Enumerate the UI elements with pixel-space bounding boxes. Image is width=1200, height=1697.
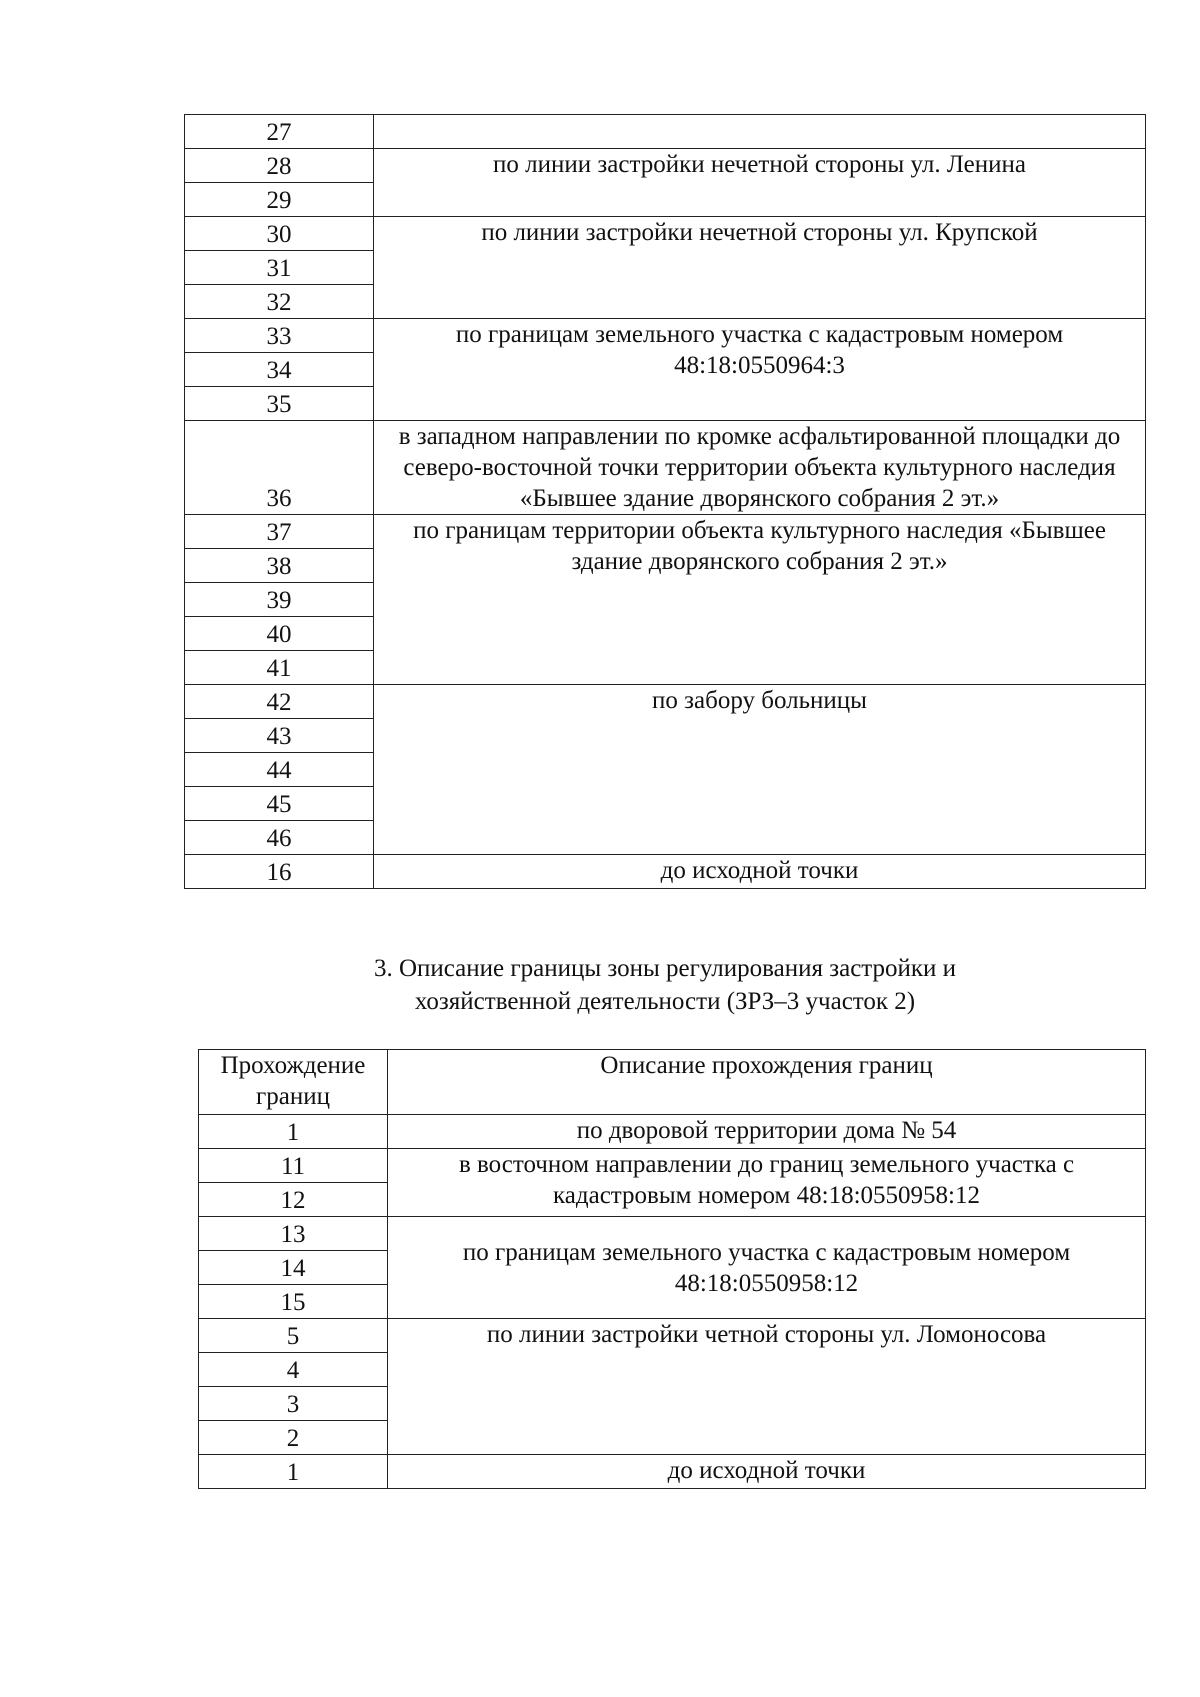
point-number: 3 [199, 1387, 388, 1421]
column-header-passage: Прохождение границ [199, 1050, 388, 1115]
point-number: 31 [185, 251, 374, 285]
table-row [185, 855, 1146, 889]
point-number: 4 [199, 1353, 388, 1387]
point-number: 33 [185, 319, 374, 353]
point-number: 29 [185, 183, 374, 217]
section-title-line-1: 3. Описание границы зоны регулирования застройки и [373, 955, 957, 982]
point-number: 15 [199, 1285, 388, 1319]
point-number: 46 [185, 821, 374, 855]
point-number: 2 [199, 1421, 388, 1455]
point-number: 27 [185, 115, 374, 149]
point-number: 30 [185, 217, 374, 251]
table-row [199, 1115, 1146, 1149]
boundary-description: по линии застройки нечетной стороны ул. Крупской [374, 217, 1146, 319]
boundary-table-1 [184, 114, 1146, 889]
boundary-description: до исходной точки [374, 855, 1146, 889]
point-number: 1 [199, 1455, 388, 1489]
point-number: 13 [199, 1217, 388, 1251]
boundary-description: в восточном направлении до границ земельного участка с кадастровым номером 48:18:0550958:12 [388, 1149, 1146, 1217]
column-header-description: Описание прохождения границ [388, 1050, 1146, 1115]
boundary-description: по забору больницы [374, 685, 1146, 855]
boundary-description: в западном направлении по кромке асфальтированной площадки до северо-восточной точки территории объекта культурного наследия «Бывшее здание дворянского собрания 2 эт.» [374, 421, 1146, 515]
point-number: 11 [199, 1149, 388, 1183]
boundary-description [374, 115, 1146, 149]
point-number: 5 [199, 1319, 388, 1353]
table-row [199, 1217, 1146, 1251]
table-row [199, 1319, 1146, 1353]
table-row [185, 115, 1146, 149]
point-number: 34 [185, 353, 374, 387]
point-number: 37 [185, 515, 374, 549]
point-number: 1 [199, 1115, 388, 1149]
table-row [185, 217, 1146, 251]
boundary-description: до исходной точки [388, 1455, 1146, 1489]
point-number: 45 [185, 787, 374, 821]
point-number: 42 [185, 685, 374, 719]
point-number: 39 [185, 583, 374, 617]
point-number: 40 [185, 617, 374, 651]
table-row [185, 515, 1146, 549]
point-number: 43 [185, 719, 374, 753]
table-row [199, 1455, 1146, 1489]
point-number: 16 [185, 855, 374, 889]
section-title [184, 952, 1146, 1018]
point-number: 41 [185, 651, 374, 685]
boundary-description: по линии застройки нечетной стороны ул. Ленина [374, 149, 1146, 217]
point-number: 36 [185, 421, 374, 515]
table-row [199, 1149, 1146, 1183]
point-number: 38 [185, 549, 374, 583]
table-header-row [199, 1050, 1146, 1115]
boundary-description: по линии застройки четной стороны ул. Ломоносова [388, 1319, 1146, 1455]
table-row [185, 421, 1146, 515]
table-row [185, 685, 1146, 719]
boundary-description: по границам земельного участка с кадастровым номером 48:18:0550964:3 [374, 319, 1146, 421]
point-number: 14 [199, 1251, 388, 1285]
boundary-description: по дворовой территории дома № 54 [388, 1115, 1146, 1149]
table-row [185, 149, 1146, 183]
point-number: 12 [199, 1183, 388, 1217]
point-number: 32 [185, 285, 374, 319]
boundary-description: по границам территории объекта культурного наследия «Бывшее здание дворянского собрания 2 эт.» [374, 515, 1146, 685]
table-row [185, 319, 1146, 353]
point-number: 35 [185, 387, 374, 421]
point-number: 44 [185, 753, 374, 787]
boundary-table-2 [198, 1049, 1146, 1489]
boundary-description: по границам земельного участка с кадастровым номером 48:18:0550958:12 [388, 1217, 1146, 1319]
section-title-line-2: хозяйственной деятельности (ЗРЗ–3 участок 2) [414, 988, 916, 1015]
point-number: 28 [185, 149, 374, 183]
